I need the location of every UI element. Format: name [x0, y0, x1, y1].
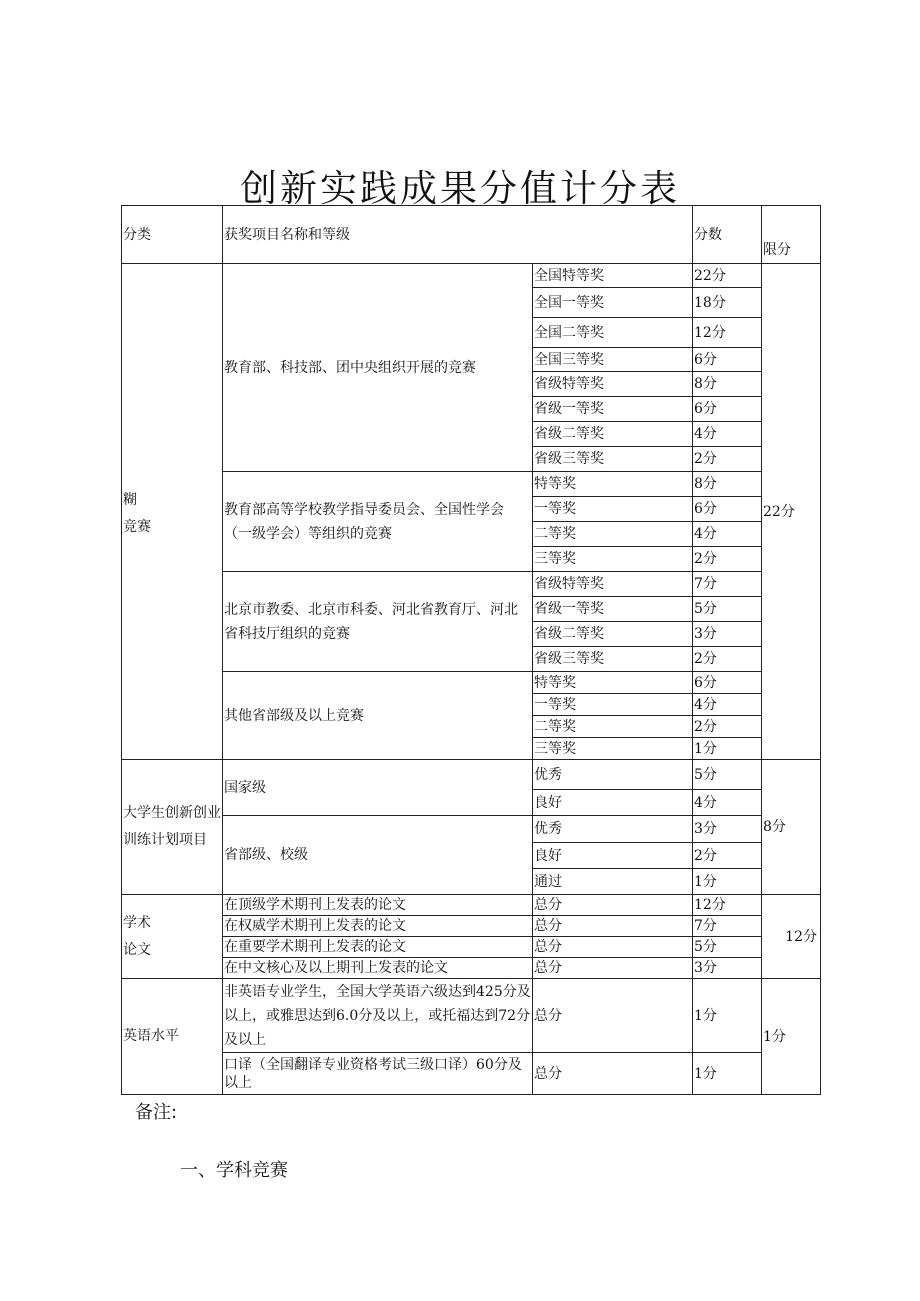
- award-level: 全国二等奖: [533, 318, 693, 348]
- header-limit: 限分: [762, 206, 821, 264]
- competition-section: [122, 264, 821, 760]
- innovation-group-name: 省部级、校级: [223, 816, 533, 895]
- table-row: [122, 979, 821, 1053]
- table-row: [122, 760, 821, 790]
- award-level: 三等奖: [533, 738, 693, 760]
- award-level: 全国特等奖: [533, 264, 693, 288]
- competition-group-name: 其他省部级及以上竞赛: [223, 672, 533, 760]
- award-score: 5分: [693, 597, 762, 622]
- award-score: 4分: [693, 422, 762, 447]
- english-score: 1分: [693, 979, 762, 1053]
- award-score: 7分: [693, 572, 762, 597]
- competition-group-name: 教育部、科技部、团中央组织开展的竞赛: [223, 264, 533, 472]
- table-row: [122, 1053, 821, 1095]
- english-score: 1分: [693, 1053, 762, 1095]
- english-section: [122, 979, 821, 1095]
- english-requirement: 非英语专业学生，全国大学英语六级达到425分及以上，或雅思达到6.0分及以上，或托福达到72分及以上: [223, 979, 533, 1053]
- award-level: 省级三等奖: [533, 447, 693, 472]
- award-level: 省级特等奖: [533, 572, 693, 597]
- paper-type: 在顶级学术期刊上发表的论文: [223, 895, 533, 916]
- table-row: [122, 895, 821, 916]
- papers-limit: 12分: [762, 895, 821, 979]
- paper-basis: 总分: [533, 958, 693, 979]
- category-english: 英语水平: [122, 979, 223, 1095]
- award-level: 省级二等奖: [533, 622, 693, 647]
- table-row: [122, 264, 821, 288]
- award-score: 6分: [693, 497, 762, 522]
- category-papers-line1: 学术: [123, 914, 151, 931]
- english-basis: 总分: [533, 979, 693, 1053]
- award-score: 2分: [693, 716, 762, 738]
- award-level: 二等奖: [533, 716, 693, 738]
- award-level: 省级一等奖: [533, 397, 693, 422]
- header-score: 分数: [693, 206, 762, 264]
- english-requirement: 口译（全国翻译专业资格考试三级口译）60分及以上: [223, 1053, 533, 1095]
- innovation-group-name: 国家级: [223, 760, 533, 816]
- paper-score: 3分: [693, 958, 762, 979]
- award-score: 6分: [693, 348, 762, 372]
- award-level: 一等奖: [533, 497, 693, 522]
- award-score: 1分: [693, 738, 762, 760]
- evaluation-score: 1分: [693, 869, 762, 895]
- english-limit: 1分: [762, 979, 821, 1095]
- category-papers-line2: 论文: [123, 941, 151, 958]
- award-level: 全国一等奖: [533, 288, 693, 318]
- award-score: 2分: [693, 547, 762, 572]
- award-score: 4分: [693, 522, 762, 547]
- evaluation-score: 3分: [693, 816, 762, 843]
- paper-type: 在重要学术期刊上发表的论文: [223, 937, 533, 958]
- paper-score: 5分: [693, 937, 762, 958]
- award-level: 特等奖: [533, 672, 693, 694]
- award-score: 8分: [693, 472, 762, 497]
- english-basis: 总分: [533, 1053, 693, 1095]
- category-papers: [122, 895, 223, 979]
- category-competition: [122, 264, 223, 760]
- award-score: 6分: [693, 672, 762, 694]
- award-score: 12分: [693, 318, 762, 348]
- header-category: 分类: [122, 206, 223, 264]
- paper-basis: 总分: [533, 916, 693, 937]
- paper-basis: 总分: [533, 895, 693, 916]
- award-score: 18分: [693, 288, 762, 318]
- evaluation-level: 优秀: [533, 760, 693, 790]
- paper-type: 在中文核心及以上期刊上发表的论文: [223, 958, 533, 979]
- table-row: [122, 958, 821, 979]
- paper-basis: 总分: [533, 937, 693, 958]
- evaluation-score: 4分: [693, 790, 762, 816]
- evaluation-level: 良好: [533, 790, 693, 816]
- award-level: 一等奖: [533, 694, 693, 716]
- award-score: 8分: [693, 372, 762, 397]
- table-row: [122, 916, 821, 937]
- evaluation-level: 通过: [533, 869, 693, 895]
- innovation-section: [122, 760, 821, 895]
- award-level: 省级二等奖: [533, 422, 693, 447]
- award-level: 省级三等奖: [533, 647, 693, 672]
- page-title: 创新实践成果分值计分表: [240, 167, 680, 210]
- header-row: [122, 206, 821, 264]
- header-item: 获奖项目名称和等级: [223, 206, 693, 264]
- category-innovation: 大学生创新创业训练计划项目: [122, 760, 223, 895]
- award-level: 二等奖: [533, 522, 693, 547]
- notes-label: 备注:: [135, 1102, 178, 1123]
- papers-section: [122, 895, 821, 979]
- category-competition-line2: 竞赛: [123, 518, 151, 535]
- evaluation-score: 5分: [693, 760, 762, 790]
- innovation-limit: 8分: [762, 760, 821, 895]
- paper-score: 12分: [693, 895, 762, 916]
- award-level: 全国三等奖: [533, 348, 693, 372]
- table-row: [122, 672, 821, 694]
- competition-limit: 22分: [762, 264, 821, 760]
- award-level: 三等奖: [533, 547, 693, 572]
- table-row: [122, 472, 821, 497]
- award-score: 2分: [693, 647, 762, 672]
- table-row: [122, 572, 821, 597]
- award-score: 2分: [693, 447, 762, 472]
- category-competition-line1: 糊: [123, 491, 137, 508]
- competition-group-name: 北京市教委、北京市科委、河北省教育厅、河北省科技厅组织的竞赛: [223, 572, 533, 672]
- award-level: 特等奖: [533, 472, 693, 497]
- award-score: 4分: [693, 694, 762, 716]
- award-level: 省级特等奖: [533, 372, 693, 397]
- award-score: 3分: [693, 622, 762, 647]
- competition-group-name: 教育部高等学校教学指导委员会、全国性学会（一级学会）等组织的竞赛: [223, 472, 533, 572]
- evaluation-level: 优秀: [533, 816, 693, 843]
- table-row: [122, 937, 821, 958]
- award-score: 22分: [693, 264, 762, 288]
- score-table: [121, 205, 821, 1095]
- award-level: 省级一等奖: [533, 597, 693, 622]
- award-score: 6分: [693, 397, 762, 422]
- table-row: [122, 816, 821, 843]
- evaluation-score: 2分: [693, 843, 762, 869]
- section-heading: 一、学科竞赛: [180, 1160, 288, 1181]
- paper-score: 7分: [693, 916, 762, 937]
- evaluation-level: 良好: [533, 843, 693, 869]
- paper-type: 在权威学术期刊上发表的论文: [223, 916, 533, 937]
